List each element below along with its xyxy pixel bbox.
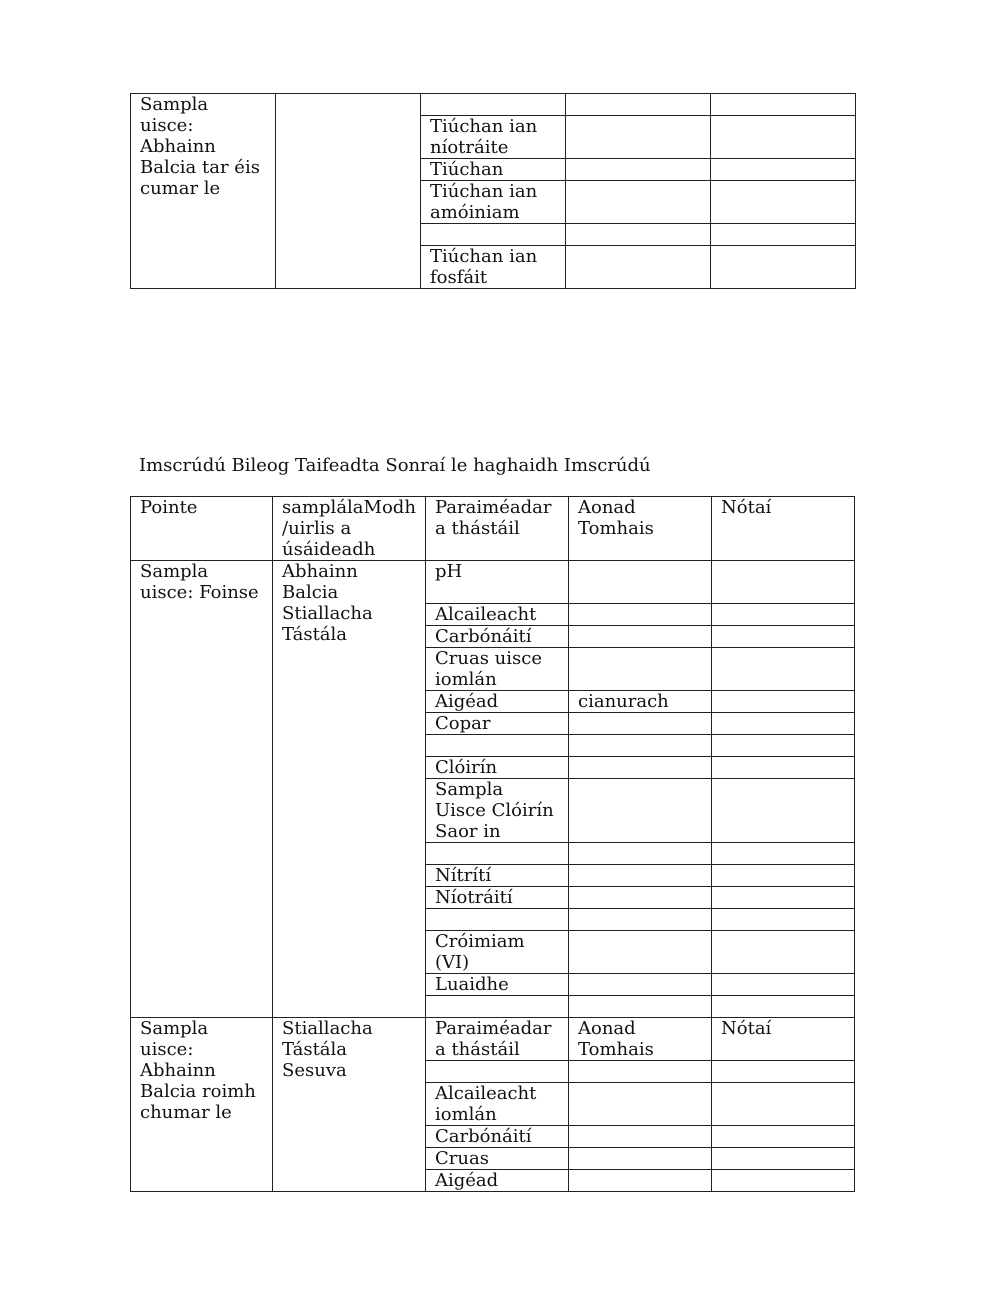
unit-cell <box>569 1126 712 1148</box>
unit-cell <box>569 648 712 691</box>
notes-cell: Nótaí <box>712 1018 855 1061</box>
table-caption: Imscrúdú Bileog Taifeadta Sonraí le haghaidh Imscrúdú <box>139 455 651 476</box>
table-continuation <box>130 93 856 289</box>
parameter-cell: Carbónáití <box>426 626 569 648</box>
parameter-cell: Alcaileacht iomlán <box>426 1083 569 1126</box>
notes-cell <box>712 887 855 909</box>
header-point: Pointe <box>131 497 273 561</box>
notes-cell <box>712 757 855 779</box>
notes-cell <box>712 1126 855 1148</box>
unit-cell: cianurach <box>569 691 712 713</box>
parameter-cell: Tiúchan ian fosfáit <box>421 246 566 289</box>
parameter-cell: Paraiméadar a thástáil <box>426 1018 569 1061</box>
parameter-cell: Sampla Uisce Clóirín Saor in <box>426 779 569 843</box>
parameter-cell <box>426 1061 569 1083</box>
unit-cell <box>569 604 712 626</box>
table-row <box>131 561 855 604</box>
header-parameter: Paraiméadar a thástáil <box>426 497 569 561</box>
parameter-cell: Aigéad <box>426 691 569 713</box>
unit-cell <box>566 116 711 159</box>
unit-cell <box>569 1170 712 1192</box>
header-notes: Nótaí <box>712 497 855 561</box>
unit-cell <box>569 974 712 996</box>
parameter-cell: Alcaileacht <box>426 604 569 626</box>
parameter-cell <box>426 996 569 1018</box>
parameter-cell: Luaidhe <box>426 974 569 996</box>
unit-cell <box>569 779 712 843</box>
parameter-cell <box>426 735 569 757</box>
notes-cell <box>712 865 855 887</box>
parameter-cell: Cróimiam (VI) <box>426 931 569 974</box>
method-cell: Abhainn Balcia Stiallacha Tástála <box>273 561 426 1018</box>
notes-cell <box>712 648 855 691</box>
parameter-cell: Carbónáití <box>426 1126 569 1148</box>
parameter-cell <box>421 224 566 246</box>
parameter-cell: Aigéad <box>426 1170 569 1192</box>
parameter-cell: Copar <box>426 713 569 735</box>
notes-cell <box>712 974 855 996</box>
sample-point-cell: Sampla uisce: Foinse <box>131 561 273 1018</box>
notes-cell <box>711 224 856 246</box>
unit-cell <box>569 757 712 779</box>
unit-cell <box>569 1148 712 1170</box>
notes-cell <box>712 996 855 1018</box>
header-row <box>131 497 855 561</box>
notes-cell <box>712 843 855 865</box>
notes-cell <box>712 1083 855 1126</box>
notes-cell <box>712 626 855 648</box>
table-row <box>131 1018 855 1061</box>
notes-cell <box>711 94 856 116</box>
unit-cell <box>569 843 712 865</box>
unit-cell <box>566 181 711 224</box>
parameter-cell <box>421 94 566 116</box>
notes-cell <box>712 1061 855 1083</box>
unit-cell <box>566 94 711 116</box>
unit-cell <box>566 159 711 181</box>
notes-cell <box>712 604 855 626</box>
parameter-cell: Tiúchan ian amóiniam <box>421 181 566 224</box>
unit-cell <box>569 1061 712 1083</box>
unit-cell <box>569 1083 712 1126</box>
unit-cell <box>569 713 712 735</box>
unit-cell <box>569 865 712 887</box>
notes-cell <box>712 1170 855 1192</box>
parameter-cell <box>426 843 569 865</box>
unit-cell <box>566 224 711 246</box>
parameter-cell: Cruas <box>426 1148 569 1170</box>
notes-cell <box>712 691 855 713</box>
table-row <box>131 94 856 116</box>
parameter-cell: Cruas uisce iomlán <box>426 648 569 691</box>
unit-cell: Aonad Tomhais <box>569 1018 712 1061</box>
sample-point-cell: Sampla uisce: Abhainn Balcia roimh chumar le <box>131 1018 273 1192</box>
header-unit: Aonad Tomhais <box>569 497 712 561</box>
parameter-cell: pH <box>426 561 569 604</box>
method-cell: Stiallacha Tástála Sesuva <box>273 1018 426 1192</box>
header-method: samplálaModh /uirlis a úsáideadh <box>273 497 426 561</box>
notes-cell <box>712 713 855 735</box>
notes-cell <box>712 779 855 843</box>
parameter-cell: Níotráití <box>426 887 569 909</box>
data-record-table <box>130 496 855 1192</box>
method-cell <box>276 94 421 289</box>
unit-cell <box>569 626 712 648</box>
notes-cell <box>712 909 855 931</box>
unit-cell <box>569 561 712 604</box>
unit-cell <box>569 735 712 757</box>
unit-cell <box>569 887 712 909</box>
parameter-cell <box>426 909 569 931</box>
notes-cell <box>712 931 855 974</box>
notes-cell <box>711 246 856 289</box>
parameter-cell: Nítrítí <box>426 865 569 887</box>
notes-cell <box>712 1148 855 1170</box>
unit-cell <box>569 909 712 931</box>
notes-cell <box>712 561 855 604</box>
unit-cell <box>569 996 712 1018</box>
notes-cell <box>711 181 856 224</box>
sample-point-cell: Sampla uisce: Abhainn Balcia tar éis cumar le <box>131 94 276 289</box>
notes-cell <box>712 735 855 757</box>
parameter-cell: Clóirín <box>426 757 569 779</box>
unit-cell <box>569 931 712 974</box>
notes-cell <box>711 159 856 181</box>
parameter-cell: Tiúchan <box>421 159 566 181</box>
parameter-cell: Tiúchan ian níotráite <box>421 116 566 159</box>
notes-cell <box>711 116 856 159</box>
unit-cell <box>566 246 711 289</box>
